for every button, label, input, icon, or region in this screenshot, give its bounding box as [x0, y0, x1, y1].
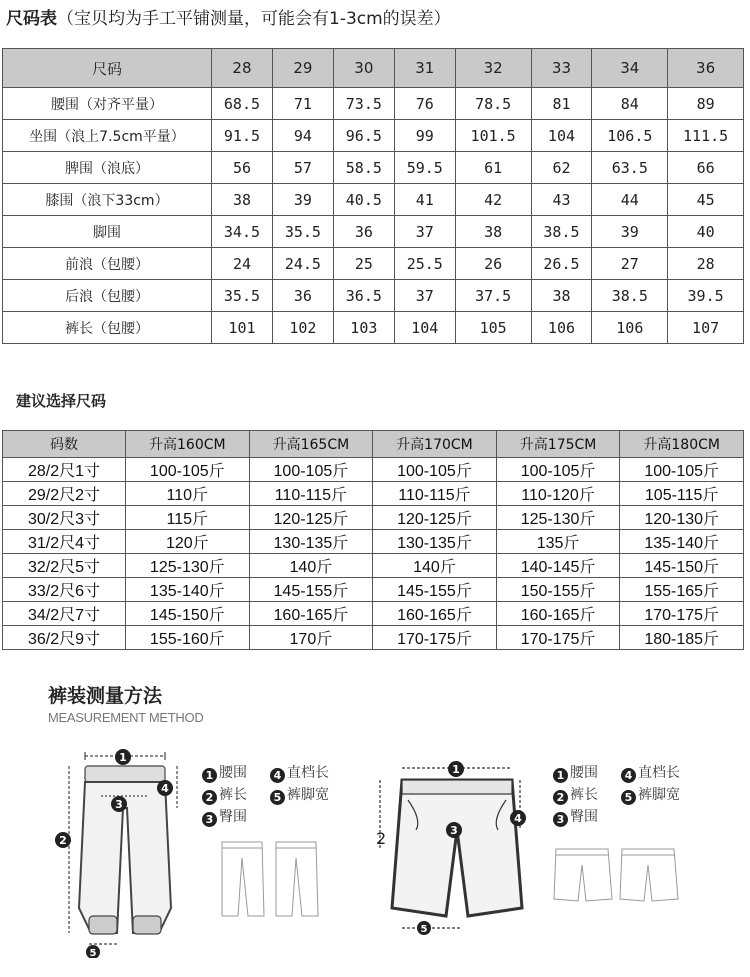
table-row — [3, 312, 744, 344]
table-cell: 104 — [394, 312, 455, 344]
legend-number-badge: 3 — [202, 812, 217, 827]
table-row — [3, 482, 744, 506]
size-header-cell: 33 — [531, 49, 592, 88]
legend-number-badge: 1 — [202, 768, 217, 783]
table-row — [3, 248, 744, 280]
row-label: 坐围（浪上7.5cm平量） — [3, 120, 212, 152]
long-pants-diagram — [45, 748, 205, 958]
row-label: 34/2尺7寸 — [3, 602, 126, 626]
table-row — [3, 152, 744, 184]
table-cell: 63.5 — [592, 152, 668, 184]
table-cell: 145-155斤 — [373, 578, 497, 602]
table-row — [3, 578, 744, 602]
row-label: 裤长（包腰） — [3, 312, 212, 344]
size-header-cell: 31 — [394, 49, 455, 88]
table-cell: 81 — [531, 88, 592, 120]
table-row — [3, 506, 744, 530]
table-cell: 135-140斤 — [126, 578, 250, 602]
table-cell: 38.5 — [531, 216, 592, 248]
table-cell: 25 — [333, 248, 394, 280]
table-cell: 37 — [394, 280, 455, 312]
method-title: 裤装测量方法 — [48, 685, 163, 707]
size-chart-title: 尺码表 — [6, 9, 57, 29]
table-cell: 155-160斤 — [126, 626, 250, 650]
table-row — [3, 626, 744, 650]
table-cell: 41 — [394, 184, 455, 216]
suggest-header-row — [3, 431, 744, 458]
row-label: 脚围 — [3, 216, 212, 248]
row-label: 28/2尺1寸 — [3, 458, 126, 482]
table-cell: 62 — [531, 152, 592, 184]
table-cell: 24 — [212, 248, 273, 280]
row-label: 腰围（对齐平量） — [3, 88, 212, 120]
table-cell: 103 — [333, 312, 394, 344]
shorts-badge-rise: 4 — [514, 812, 522, 825]
table-cell: 110-120斤 — [496, 482, 620, 506]
shorts-badge-waist: 1 — [452, 763, 460, 776]
shorts-thumbnails — [552, 845, 682, 905]
table-cell: 35.5 — [272, 216, 333, 248]
table-cell: 40.5 — [333, 184, 394, 216]
table-cell: 145-150斤 — [126, 602, 250, 626]
table-cell: 160-165斤 — [496, 602, 620, 626]
row-label: 31/2尺4寸 — [3, 530, 126, 554]
size-header-cell: 32 — [455, 49, 531, 88]
table-cell: 59.5 — [394, 152, 455, 184]
shorts-badge-hip: 3 — [450, 824, 458, 837]
legend-item — [202, 762, 270, 784]
table-row — [3, 554, 744, 578]
row-label: 脾围（浪底） — [3, 152, 212, 184]
legend-item — [553, 762, 621, 784]
table-cell: 24.5 — [272, 248, 333, 280]
suggest-title: 建议选择尺码 — [16, 392, 107, 410]
table-cell: 140斤 — [373, 554, 497, 578]
table-cell: 101.5 — [455, 120, 531, 152]
badge-hem: 5 — [89, 948, 97, 958]
suggest-table — [2, 430, 744, 650]
table-cell: 100-105斤 — [496, 458, 620, 482]
table-cell: 115斤 — [126, 506, 250, 530]
table-row — [3, 280, 744, 312]
table-row — [3, 120, 744, 152]
table-cell: 91.5 — [212, 120, 273, 152]
legend-number-badge: 5 — [621, 790, 636, 805]
row-label: 33/2尺6寸 — [3, 578, 126, 602]
table-cell: 66 — [668, 152, 744, 184]
table-cell: 110-115斤 — [249, 482, 373, 506]
legend-row — [553, 762, 680, 784]
table-cell: 56 — [212, 152, 273, 184]
row-label: 29/2尺2寸 — [3, 482, 126, 506]
table-cell: 170-175斤 — [496, 626, 620, 650]
legend-number-badge: 3 — [553, 812, 568, 827]
table-cell: 125-130斤 — [126, 554, 250, 578]
legend-label: 直档长 — [287, 765, 329, 781]
table-cell: 145-155斤 — [249, 578, 373, 602]
size-chart-header-row — [3, 49, 744, 88]
table-cell: 39 — [272, 184, 333, 216]
table-cell: 106 — [531, 312, 592, 344]
table-cell: 105 — [455, 312, 531, 344]
table-cell: 100-105斤 — [249, 458, 373, 482]
table-cell: 170-175斤 — [373, 626, 497, 650]
size-chart-note: （宝贝均为手工平铺测量，可能会有1-3cm的误差） — [57, 9, 451, 29]
table-cell: 107 — [668, 312, 744, 344]
row-label: 后浪（包腰） — [3, 280, 212, 312]
table-row — [3, 216, 744, 248]
legend-item — [202, 784, 270, 806]
table-cell: 96.5 — [333, 120, 394, 152]
table-cell: 38 — [212, 184, 273, 216]
table-cell: 130-135斤 — [249, 530, 373, 554]
legend-row — [202, 806, 329, 828]
size-chart-title-line — [6, 4, 451, 29]
table-cell: 150-155斤 — [496, 578, 620, 602]
legend-number-badge: 2 — [553, 790, 568, 805]
row-label: 32/2尺5寸 — [3, 554, 126, 578]
table-cell: 57 — [272, 152, 333, 184]
legend-row — [553, 784, 680, 806]
table-cell: 130-135斤 — [373, 530, 497, 554]
table-cell: 38 — [455, 216, 531, 248]
legend-number-badge: 1 — [553, 768, 568, 783]
shorts-diagram — [372, 760, 547, 940]
table-cell: 27 — [592, 248, 668, 280]
legend-row — [553, 806, 680, 828]
legend-number-badge: 5 — [270, 790, 285, 805]
table-cell: 120斤 — [126, 530, 250, 554]
table-cell: 44 — [592, 184, 668, 216]
table-cell: 170-175斤 — [620, 602, 744, 626]
table-row — [3, 530, 744, 554]
table-cell: 120-125斤 — [373, 506, 497, 530]
table-cell: 94 — [272, 120, 333, 152]
table-cell: 135斤 — [496, 530, 620, 554]
table-cell: 58.5 — [333, 152, 394, 184]
row-label: 前浪（包腰） — [3, 248, 212, 280]
table-cell: 105-115斤 — [620, 482, 744, 506]
table-cell: 45 — [668, 184, 744, 216]
table-cell: 34.5 — [212, 216, 273, 248]
size-header-cell: 30 — [333, 49, 394, 88]
table-cell: 71 — [272, 88, 333, 120]
method-subtitle: MEASUREMENT METHOD — [48, 710, 204, 725]
size-header-cell: 29 — [272, 49, 333, 88]
size-header-cell: 34 — [592, 49, 668, 88]
badge-waist: 1 — [119, 751, 127, 764]
table-cell: 100-105斤 — [373, 458, 497, 482]
table-cell: 38 — [531, 280, 592, 312]
table-cell: 39 — [592, 216, 668, 248]
shorts-badge-hem: 5 — [420, 924, 428, 935]
table-cell: 38.5 — [592, 280, 668, 312]
legend-label: 裤脚宽 — [287, 787, 329, 803]
suggest-header-cell: 升高170CM — [373, 431, 497, 458]
legend-label: 直档长 — [638, 765, 680, 781]
table-cell: 36 — [333, 216, 394, 248]
table-cell: 37 — [394, 216, 455, 248]
table-cell: 125-130斤 — [496, 506, 620, 530]
table-cell: 100-105斤 — [126, 458, 250, 482]
table-cell: 155-165斤 — [620, 578, 744, 602]
table-cell: 145-150斤 — [620, 554, 744, 578]
shorts-badge-length: 2 — [376, 829, 387, 848]
table-cell: 76 — [394, 88, 455, 120]
table-cell: 26 — [455, 248, 531, 280]
table-cell: 36.5 — [333, 280, 394, 312]
table-cell: 61 — [455, 152, 531, 184]
legend-number-badge: 4 — [270, 768, 285, 783]
table-cell: 84 — [592, 88, 668, 120]
legend-label: 臀围 — [570, 809, 598, 825]
suggest-header-cell: 升高160CM — [126, 431, 250, 458]
table-cell: 35.5 — [212, 280, 273, 312]
table-cell: 28 — [668, 248, 744, 280]
table-cell: 42 — [455, 184, 531, 216]
table-cell: 110斤 — [126, 482, 250, 506]
table-cell: 78.5 — [455, 88, 531, 120]
suggest-header-cell: 升高180CM — [620, 431, 744, 458]
table-cell: 180-185斤 — [620, 626, 744, 650]
table-cell: 101 — [212, 312, 273, 344]
table-cell: 106.5 — [592, 120, 668, 152]
table-cell: 43 — [531, 184, 592, 216]
legend-label: 裤长 — [219, 787, 247, 803]
table-cell: 73.5 — [333, 88, 394, 120]
legend-item — [553, 784, 621, 806]
table-cell: 89 — [668, 88, 744, 120]
long-pants-thumbnails — [218, 838, 328, 920]
legend-label: 腰围 — [570, 765, 598, 781]
table-cell: 25.5 — [394, 248, 455, 280]
suggest-header-cell: 升高175CM — [496, 431, 620, 458]
legend-label: 裤长 — [570, 787, 598, 803]
table-cell: 100-105斤 — [620, 458, 744, 482]
size-chart-table — [2, 48, 744, 344]
table-cell: 68.5 — [212, 88, 273, 120]
legend-label: 臀围 — [219, 809, 247, 825]
badge-length: 2 — [59, 834, 67, 847]
size-header-label: 尺码 — [3, 49, 212, 88]
legend-number-badge: 4 — [621, 768, 636, 783]
legend-label: 腰围 — [219, 765, 247, 781]
suggest-header-cell: 升高165CM — [249, 431, 373, 458]
table-cell: 160-165斤 — [373, 602, 497, 626]
table-cell: 99 — [394, 120, 455, 152]
table-cell: 135-140斤 — [620, 530, 744, 554]
table-cell: 104 — [531, 120, 592, 152]
table-row — [3, 184, 744, 216]
table-cell: 40 — [668, 216, 744, 248]
table-cell: 39.5 — [668, 280, 744, 312]
table-cell: 120-130斤 — [620, 506, 744, 530]
table-cell: 26.5 — [531, 248, 592, 280]
legend-long-pants — [202, 762, 329, 828]
badge-rise: 4 — [161, 782, 169, 795]
table-cell: 37.5 — [455, 280, 531, 312]
table-row — [3, 602, 744, 626]
legend-shorts — [553, 762, 680, 828]
table-cell: 140-145斤 — [496, 554, 620, 578]
table-cell: 102 — [272, 312, 333, 344]
table-cell: 160-165斤 — [249, 602, 373, 626]
size-header-cell: 36 — [668, 49, 744, 88]
table-cell: 106 — [592, 312, 668, 344]
row-label: 36/2尺9寸 — [3, 626, 126, 650]
badge-hip: 3 — [115, 798, 123, 811]
table-cell: 110-115斤 — [373, 482, 497, 506]
table-cell: 170斤 — [249, 626, 373, 650]
table-cell: 140斤 — [249, 554, 373, 578]
row-label: 膝围（浪下33cm） — [3, 184, 212, 216]
suggest-header-label: 码数 — [3, 431, 126, 458]
legend-row — [202, 762, 329, 784]
table-cell: 36 — [272, 280, 333, 312]
legend-row — [202, 784, 329, 806]
legend-label: 裤脚宽 — [638, 787, 680, 803]
legend-number-badge: 2 — [202, 790, 217, 805]
table-row — [3, 458, 744, 482]
table-cell: 120-125斤 — [249, 506, 373, 530]
table-cell: 111.5 — [668, 120, 744, 152]
table-row — [3, 88, 744, 120]
row-label: 30/2尺3寸 — [3, 506, 126, 530]
size-header-cell: 28 — [212, 49, 273, 88]
